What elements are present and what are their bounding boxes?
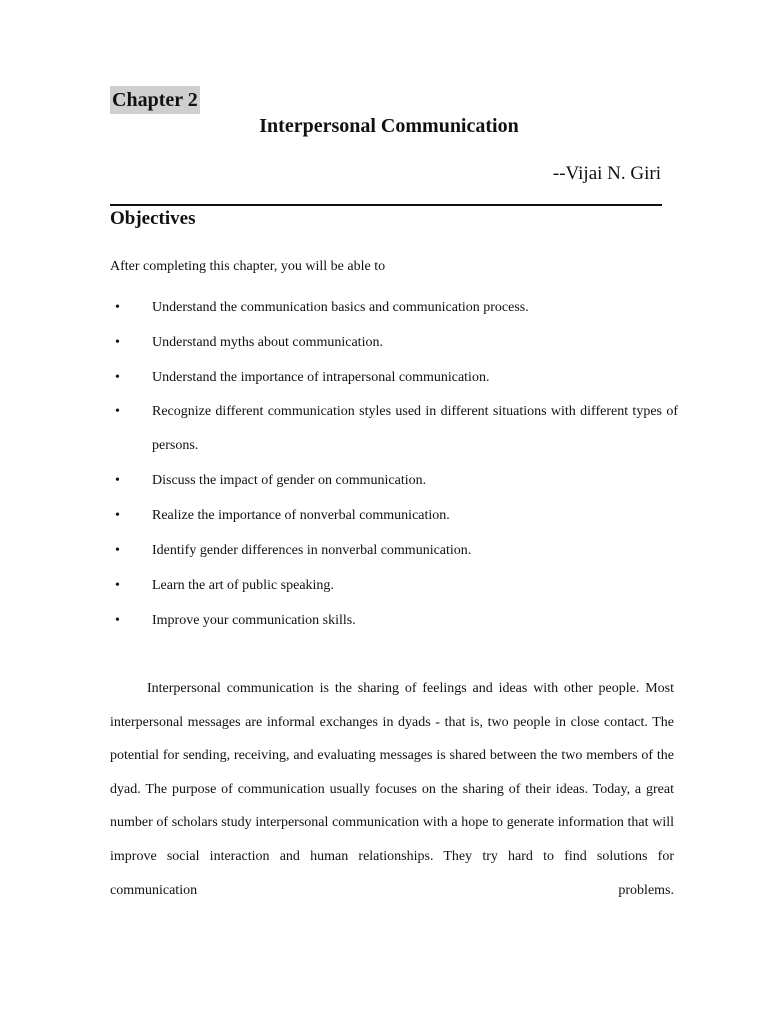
objective-item — [110, 395, 678, 463]
author-line: --Vijai N. Giri — [552, 163, 661, 184]
objective-text: Improve your communication skills. — [152, 613, 356, 628]
objective-text: Understand the communication basics and communication process. — [152, 300, 529, 315]
objective-text: Realize the importance of nonverbal communication. — [152, 508, 450, 523]
bullet-icon: • — [115, 543, 120, 558]
objective-item — [110, 603, 678, 638]
bullet-icon: • — [115, 508, 120, 523]
bullet-icon: • — [115, 404, 120, 419]
objective-item — [110, 568, 678, 603]
chapter-label: Chapter 2 — [110, 86, 200, 114]
objective-item — [110, 533, 678, 568]
bullet-icon: • — [115, 473, 120, 488]
objective-item — [110, 360, 678, 395]
objective-text: Understand the importance of intrapersonal communication. — [152, 370, 490, 385]
objective-item — [110, 290, 678, 325]
chapter-title: Interpersonal Communication — [259, 115, 519, 137]
objectives-list — [110, 290, 678, 638]
objective-text: Identify gender differences in nonverbal communication. — [152, 543, 472, 558]
objective-text: Discuss the impact of gender on communication. — [152, 473, 427, 488]
bullet-icon: • — [115, 335, 120, 350]
objectives-intro: After completing this chapter, you will be able to — [110, 259, 386, 274]
bullet-icon: • — [115, 300, 120, 315]
bullet-icon: • — [115, 613, 120, 628]
body-paragraph: Interpersonal communication is the sharing of feelings and ideas with other people. Most interpersonal messages are informal exchanges in dyads - that is, two people in close contact. The potential for sending, receiving, and evaluating messages is shared between the two members of the dyad. The purpose of communication usually focuses on the sharing of their ideas. Today, a great number of scholars study interpersonal communication with a hope to generate information that will improve social interaction and human relationships. They try hard to find solutions for communication problems. — [110, 681, 674, 898]
objective-item — [110, 463, 678, 498]
separator-rule — [110, 204, 662, 206]
objective-text: Understand myths about communication. — [152, 335, 383, 350]
objective-item — [110, 498, 678, 533]
objectives-heading: Objectives — [110, 208, 196, 229]
bullet-icon: • — [115, 578, 120, 593]
objective-text: Recognize different communication styles used in different situations with different types of persons. — [152, 404, 678, 453]
objective-text: Learn the art of public speaking. — [152, 578, 334, 593]
objective-item — [110, 325, 678, 360]
bullet-icon: • — [115, 370, 120, 385]
